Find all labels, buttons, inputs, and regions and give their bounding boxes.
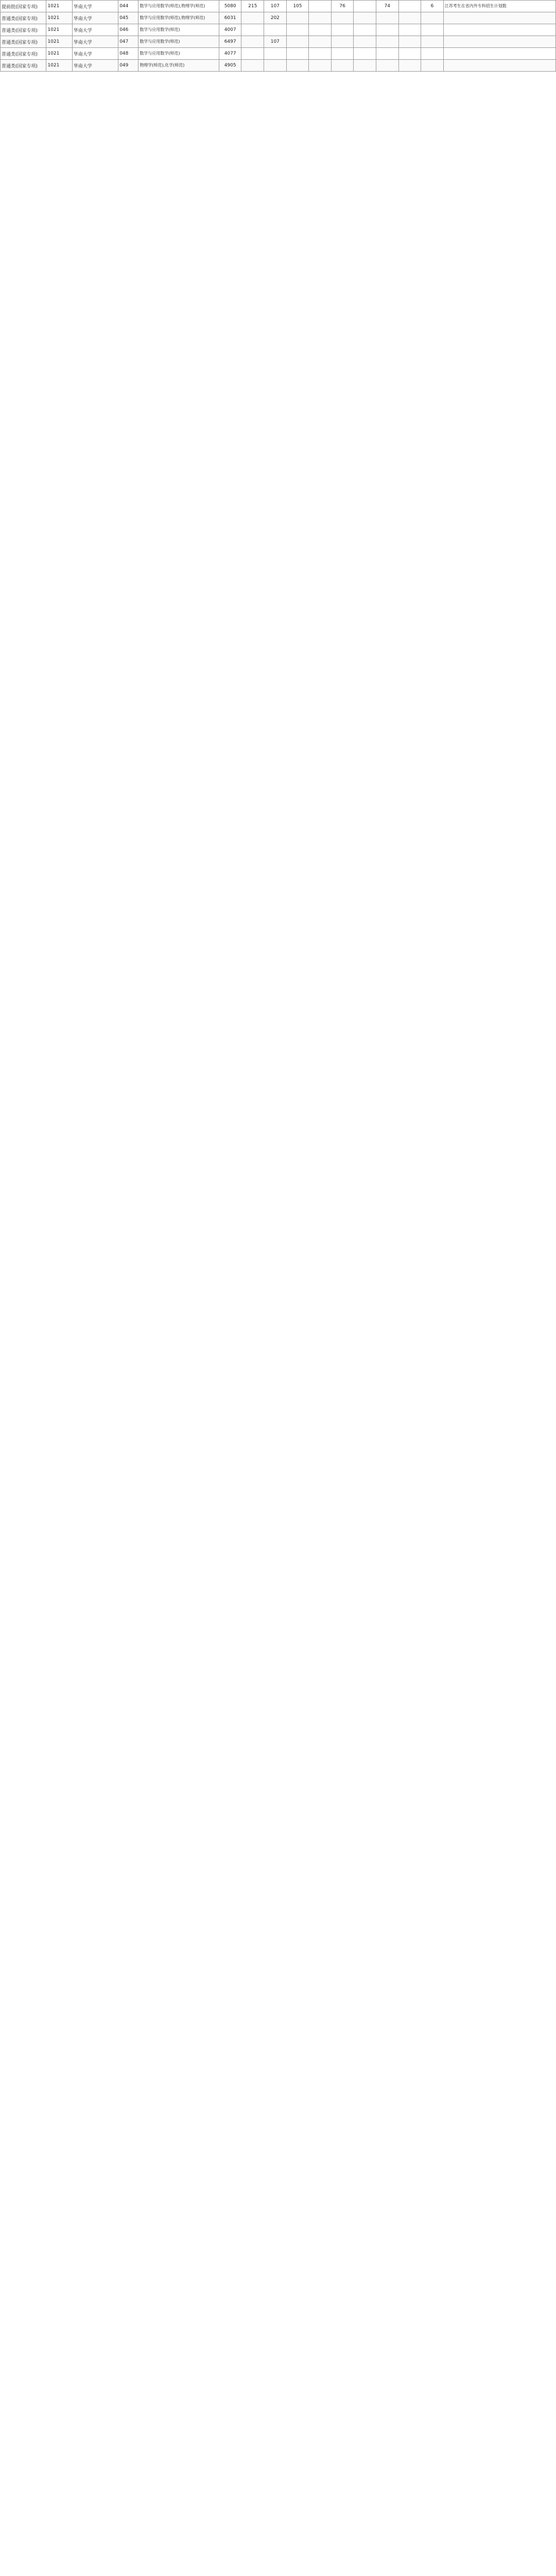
cell-value	[354, 24, 376, 36]
table-row	[1, 12, 556, 24]
cell-value	[309, 60, 332, 72]
cell-school-name: 华南大学	[72, 1, 118, 12]
cell-value	[309, 1, 332, 12]
cell-school-name: 华南大学	[72, 12, 118, 24]
cell-major: 数学与应用数学(师范)	[138, 24, 219, 36]
score-grid	[0, 0, 556, 72]
cell-value	[398, 1, 421, 12]
cell-school-name: 华南大学	[72, 48, 118, 60]
cell-value	[309, 36, 332, 48]
cell-value	[286, 60, 309, 72]
cell-group-code: 044	[118, 1, 138, 12]
cell-value	[331, 12, 354, 24]
admission-score-table	[0, 0, 556, 72]
cell-value	[331, 48, 354, 60]
cell-category: 普通类(国家专项)	[1, 36, 46, 48]
cell-note	[443, 48, 555, 60]
cell-value	[309, 48, 332, 60]
table-row	[1, 1, 556, 12]
cell-value	[331, 36, 354, 48]
cell-group-code: 047	[118, 36, 138, 48]
cell-value: 6031	[219, 12, 241, 24]
cell-value	[241, 48, 264, 60]
score-grid-body	[1, 1, 556, 72]
cell-group-code: 049	[118, 60, 138, 72]
cell-value: 105	[286, 1, 309, 12]
cell-category: 普通类(国家专项)	[1, 60, 46, 72]
cell-value	[376, 24, 399, 36]
cell-value	[376, 48, 399, 60]
cell-value: 5080	[219, 1, 241, 12]
cell-school-code: 1021	[46, 1, 72, 12]
cell-group-code: 045	[118, 12, 138, 24]
cell-major: 数学与应用数学(师范),物理学(师范)	[138, 1, 219, 12]
cell-category: 普通类(国家专项)	[1, 24, 46, 36]
cell-value	[286, 12, 309, 24]
cell-value	[264, 48, 287, 60]
cell-major: 物理学(师范),化学(师范)	[138, 60, 219, 72]
cell-value	[309, 24, 332, 36]
cell-value	[398, 12, 421, 24]
cell-value	[264, 60, 287, 72]
cell-value: 107	[264, 1, 287, 12]
cell-major: 数学与应用数学(师范)	[138, 48, 219, 60]
cell-value: 6497	[219, 36, 241, 48]
cell-category: 普通类(国家专项)	[1, 12, 46, 24]
cell-value: 202	[264, 12, 287, 24]
cell-value: 4007	[219, 24, 241, 36]
cell-value	[421, 48, 444, 60]
cell-value: 74	[376, 1, 399, 12]
cell-school-name: 华南大学	[72, 36, 118, 48]
table-row	[1, 24, 556, 36]
cell-value	[354, 1, 376, 12]
table-row	[1, 36, 556, 48]
table-row	[1, 48, 556, 60]
cell-value: 107	[264, 36, 287, 48]
cell-value	[286, 36, 309, 48]
cell-value	[376, 36, 399, 48]
cell-school-code: 1021	[46, 48, 72, 60]
cell-school-code: 1021	[46, 24, 72, 36]
cell-value	[376, 12, 399, 24]
cell-value	[421, 36, 444, 48]
cell-value	[421, 60, 444, 72]
cell-value	[376, 60, 399, 72]
cell-value: 215	[241, 1, 264, 12]
cell-value: 4077	[219, 48, 241, 60]
cell-value	[398, 60, 421, 72]
cell-value	[264, 24, 287, 36]
cell-value: 4905	[219, 60, 241, 72]
cell-value	[331, 24, 354, 36]
cell-value	[241, 12, 264, 24]
cell-value	[354, 12, 376, 24]
cell-major: 数学与应用数学(师范),物理学(师范)	[138, 12, 219, 24]
cell-school-code: 1021	[46, 60, 72, 72]
cell-value	[354, 60, 376, 72]
cell-value	[309, 12, 332, 24]
cell-value	[241, 60, 264, 72]
table-row	[1, 60, 556, 72]
cell-school-code: 1021	[46, 36, 72, 48]
cell-school-name: 华南大学	[72, 24, 118, 36]
cell-value	[398, 36, 421, 48]
cell-value	[421, 24, 444, 36]
cell-school-name: 华南大学	[72, 60, 118, 72]
cell-note	[443, 36, 555, 48]
cell-value: 6	[421, 1, 444, 12]
cell-value	[286, 48, 309, 60]
cell-value	[241, 24, 264, 36]
cell-value	[398, 24, 421, 36]
cell-value	[421, 12, 444, 24]
cell-value: 76	[331, 1, 354, 12]
cell-note	[443, 12, 555, 24]
cell-major: 数学与应用数学(师范)	[138, 36, 219, 48]
cell-value	[398, 48, 421, 60]
cell-value	[354, 36, 376, 48]
cell-group-code: 046	[118, 24, 138, 36]
cell-category: 提前批(国家专项)	[1, 1, 46, 12]
cell-note: 江苏考生在省内外专科招生计划数	[443, 1, 555, 12]
cell-value	[241, 36, 264, 48]
cell-category: 普通类(国家专项)	[1, 48, 46, 60]
cell-value	[286, 24, 309, 36]
cell-note	[443, 24, 555, 36]
cell-school-code: 1021	[46, 12, 72, 24]
cell-note	[443, 60, 555, 72]
cell-value	[331, 60, 354, 72]
cell-value	[354, 48, 376, 60]
cell-group-code: 048	[118, 48, 138, 60]
